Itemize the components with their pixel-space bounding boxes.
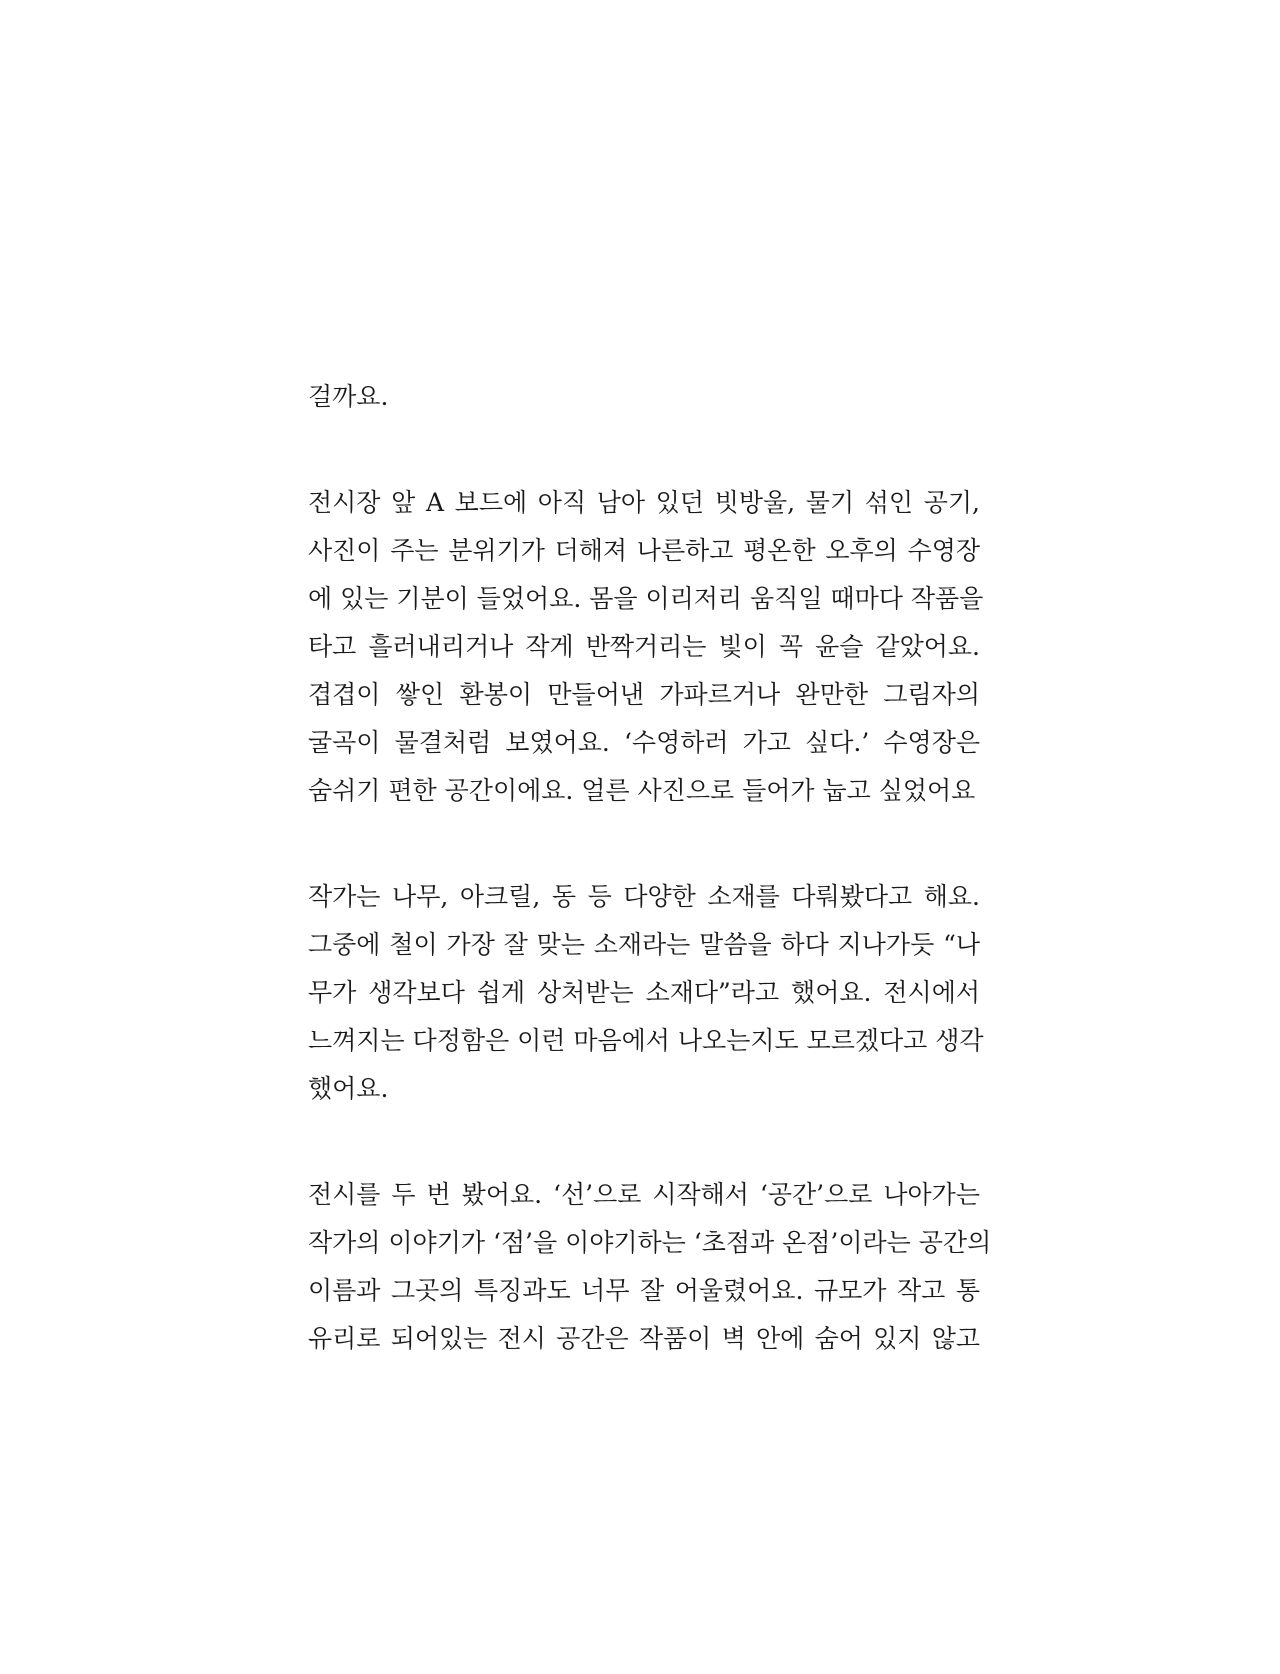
text-line: 사진이 주는 분위기가 더해져 나른하고 평온한 오후의 수영장 (308, 536, 980, 565)
text-line: 전시를 두 번 봤어요. ‘선’으로 시작해서 ‘공간’으로 나아가는 (308, 1180, 980, 1209)
text-line: 작가는 나무, 아크릴, 동 등 다양한 소재를 다뤄봤다고 해요. (308, 882, 980, 911)
text-line: 겹겹이 쌓인 환봉이 만들어낸 가파르거나 완만한 그림자의 (308, 680, 980, 709)
text-line: 굴곡이 물결처럼 보였어요. ‘수영하러 가고 싶다.’ 수영장은 (308, 728, 980, 757)
text-line: 숨쉬기 편한 공간이에요. 얼른 사진으로 들어가 눕고 싶었어요 (308, 776, 976, 805)
paragraph-1 (308, 373, 980, 421)
text-line: 에 있는 기분이 들었어요. 몸을 이리저리 움직일 때마다 작품을 (308, 584, 984, 613)
text-line: 무가 생각보다 쉽게 상처받는 소재다”라고 했어요. 전시에서 (308, 978, 980, 1007)
paragraph-2 (308, 479, 984, 815)
paragraph-4 (308, 1171, 992, 1363)
text-line: 느껴지는 다정함은 이런 마음에서 나오는지도 모르겠다고 생각 (308, 1026, 984, 1055)
paragraph-3 (308, 873, 984, 1113)
text-line: 유리로 되어있는 전시 공간은 작품이 벽 안에 숨어 있지 않고 (308, 1324, 980, 1353)
text-line: 이름과 그곳의 특징과도 너무 잘 어울렸어요. 규모가 작고 통 (308, 1276, 980, 1305)
text-line: 그중에 철이 가장 잘 맞는 소재라는 말씀을 하다 지나가듯 “나 (308, 930, 980, 959)
text-line: 전시장 앞 A 보드에 아직 남아 있던 빗방울, 물기 섞인 공기, (308, 488, 980, 517)
document-page (308, 373, 992, 1421)
text-line: 걸까요. (308, 382, 389, 411)
text-line: 타고 흘러내리거나 작게 반짝거리는 빛이 꼭 윤슬 같았어요. (308, 632, 980, 661)
text-line: 했어요. (308, 1074, 389, 1103)
text-line: 작가의 이야기가 ‘점’을 이야기하는 ‘초점과 온점’이라는 공간의 (308, 1228, 992, 1257)
